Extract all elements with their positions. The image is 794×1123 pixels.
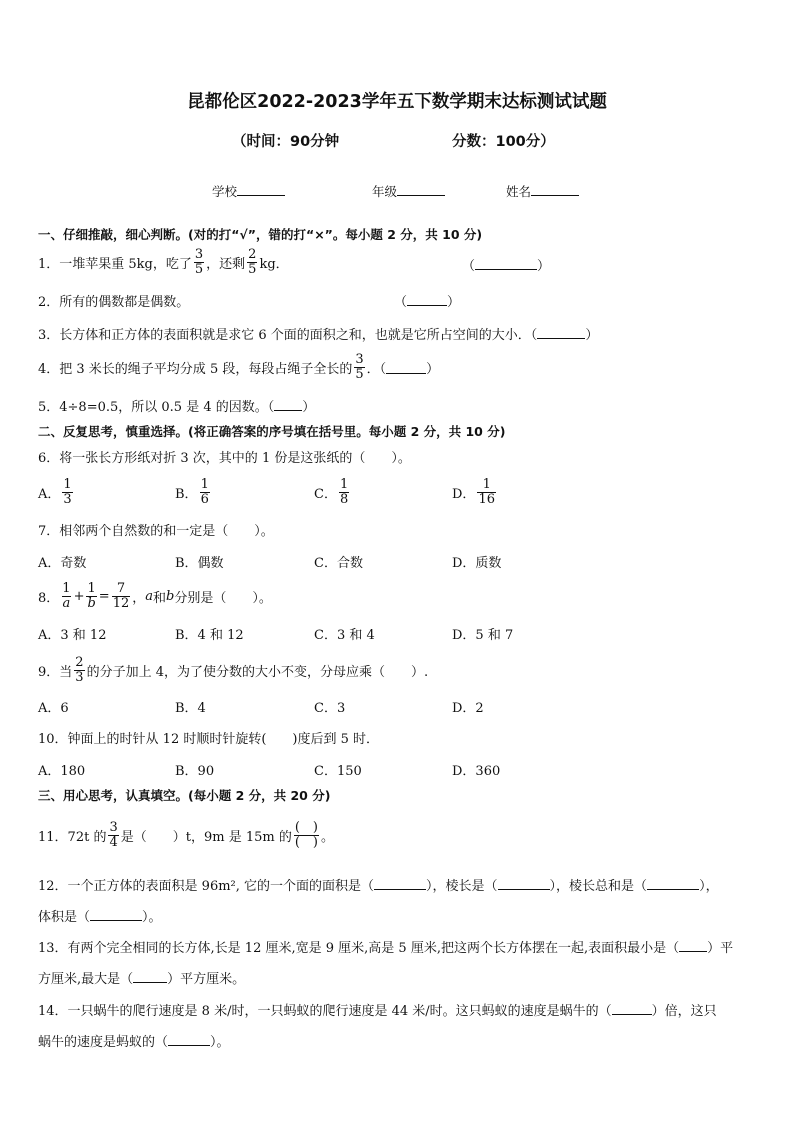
question-3: 3．长方体和正方体的表面积就是求它 6 个面的面积之和，也就是它所占空间的大小．（ ） — [38, 328, 599, 343]
q10-option-a[interactable]: A．180 — [38, 764, 86, 779]
q8-option-d[interactable]: D．5 和 7 — [452, 628, 514, 643]
question-7: 7．相邻两个自然数的和一定是（ ）。 — [38, 524, 274, 539]
q1-text-c: kg． — [259, 256, 289, 272]
q11-fraction-given: $\frac{3}{4}$ — [109, 819, 118, 850]
q9-option-b[interactable]: B．4 — [175, 701, 206, 716]
q6-option-c[interactable]: C． $\frac{1}{8}$ — [314, 476, 349, 507]
section-3-heading: 三、用心思考，认真填空。(每小题 2 分，共 20 分) — [38, 788, 331, 803]
page-title: 昆都伦区2022-2023学年五下数学期末达标测试试题 — [187, 92, 607, 112]
q10-option-c[interactable]: C．150 — [314, 764, 362, 779]
q14-blank-1[interactable] — [612, 1002, 652, 1015]
question-4: 4．把 3 米长的绳子平均分成 5 段，每段占绳子全长的 $\frac{3}{5}$ ．（ ） — [38, 351, 440, 382]
q12-blank-4[interactable] — [90, 908, 142, 921]
q9-fraction: $\frac{2}{3}$ — [75, 654, 84, 685]
q2-answer-blank[interactable] — [407, 293, 447, 306]
question-13-line-2: 方厘米,最大是（ ）平方厘米。 — [38, 972, 246, 987]
question-6: 6．将一张长方形纸对折 3 次，其中的 1 份是这张纸的（ ）。 — [38, 451, 411, 466]
school-blank[interactable] — [237, 183, 285, 196]
q7-option-b[interactable]: B．偶数 — [175, 556, 224, 571]
q6-option-a[interactable]: A． $\frac{1}{3}$ — [38, 476, 72, 507]
grade-field — [372, 182, 445, 200]
question-5: 5．4÷8=0.5，所以 0.5 是 4 的因数。（ ） — [38, 400, 316, 415]
question-13-line-1: 13．有两个完全相同的长方体,长是 12 厘米,宽是 9 厘米,高是 5 厘米,把这两个长方体摆在一起,表面积最小是（ ）平 — [38, 941, 734, 956]
time-info: （时间：90分钟 — [232, 134, 340, 150]
q3-answer-blank[interactable] — [537, 326, 585, 339]
q1-answer-blank[interactable] — [475, 257, 537, 270]
school-field — [212, 182, 285, 200]
question-14-line-1: 14．一只蜗牛的爬行速度是 8 米/时，一只蚂蚁的爬行速度是 44 米/时。这只蚂蚁的速度是蜗牛的（ ）倍，这只 — [38, 1004, 717, 1019]
question-12-line-2: 体积是（ ）。 — [38, 910, 162, 925]
question-10: 10．钟面上的时针从 12 时顺时针旋转( )度后到 5 时． — [38, 732, 380, 747]
q7-option-d[interactable]: D．质数 — [452, 556, 502, 571]
q13-blank-2[interactable] — [133, 970, 167, 983]
question-11: 11．72t 的 $\frac{3}{4}$ 是（ ）t，9m 是 15m 的 $\frac{( )}{( )}$ 。 — [38, 819, 334, 850]
q9-option-a[interactable]: A．6 — [38, 701, 69, 716]
q12-blank-3[interactable] — [647, 877, 699, 890]
grade-label: 年级 — [372, 184, 398, 199]
question-14-line-2: 蜗牛的速度是蚂蚁的（ ）。 — [38, 1035, 230, 1050]
q8-option-b[interactable]: B．4 和 12 — [175, 628, 244, 643]
question-2: 2．所有的偶数都是偶数。 — [38, 295, 190, 310]
q10-option-d[interactable]: D．360 — [452, 764, 501, 779]
question-1 — [38, 243, 289, 281]
q7-option-a[interactable]: A．奇数 — [38, 556, 87, 571]
section-1-heading: 一、仔细推敲，细心判断。(对的打“√”，错的打“×”。每小题 2 分，共 10 分) — [38, 227, 483, 242]
name-blank[interactable] — [531, 183, 579, 196]
q6-option-d[interactable]: D． $\frac{1}{16}$ — [452, 476, 495, 507]
question-9: 9．当 $\frac{2}{3}$ 的分子加上 4，为了使分数的大小不变，分母应乘（ ）. — [38, 654, 429, 685]
q4-answer-blank[interactable] — [386, 361, 426, 374]
q1-text-a: 1．一堆苹果重 5kg，吃了 — [38, 256, 192, 272]
q8-option-c[interactable]: C．3 和 4 — [314, 628, 375, 643]
question-12-line-1: 12．一个正方体的表面积是 96m², 它的一个面的面积是（ ），棱长是（ ），棱长总和是（ ）， — [38, 879, 719, 894]
q6-option-b[interactable]: B． $\frac{1}{6}$ — [175, 476, 209, 507]
q1-fraction-2: $\frac{2}{5}$ — [248, 246, 257, 277]
q5-answer-blank[interactable] — [274, 398, 302, 411]
q8-option-a[interactable]: A．3 和 12 — [38, 628, 107, 643]
q7-option-c[interactable]: C．合数 — [314, 556, 363, 571]
school-label: 学校 — [212, 184, 238, 199]
q1-fraction-1: $\frac{3}{5}$ — [194, 246, 204, 277]
name-label: 姓名 — [506, 184, 532, 199]
score-info: 分数：100分） — [452, 134, 555, 150]
q9-option-c[interactable]: C．3 — [314, 701, 346, 716]
section-2-heading: 二、反复思考，慎重选择。(将正确答案的序号填在括号里。每小题 2 分，共 10 分) — [38, 424, 506, 439]
q14-blank-2[interactable] — [168, 1033, 210, 1046]
q10-option-b[interactable]: B．90 — [175, 764, 215, 779]
q8-fraction-1: $\frac{1}{a}$ — [62, 580, 71, 611]
q13-blank-1[interactable] — [679, 939, 707, 952]
question-8: 8． $\frac{1}{a}$ + $\frac{1}{b}$ = $\frac{7}{12}$ ， a 和 b 分别是（ ）。 — [38, 580, 272, 611]
name-field — [506, 182, 579, 200]
grade-blank[interactable] — [397, 183, 445, 196]
q8-fraction-2: $\frac{1}{b}$ — [87, 580, 96, 611]
q12-blank-1[interactable] — [374, 877, 426, 890]
q9-option-d[interactable]: D．2 — [452, 701, 484, 716]
q1-text-b: ，还剩 — [206, 256, 246, 272]
q8-fraction-3: $\frac{7}{12}$ — [112, 580, 130, 611]
q12-blank-2[interactable] — [498, 877, 550, 890]
q4-fraction: $\frac{3}{5}$ — [355, 351, 364, 382]
q2-answer: （ ） — [394, 295, 461, 310]
q1-answer: （ ） — [462, 259, 551, 274]
q11-fraction-answer[interactable]: $\frac{( )}{( )}$ — [294, 819, 318, 850]
